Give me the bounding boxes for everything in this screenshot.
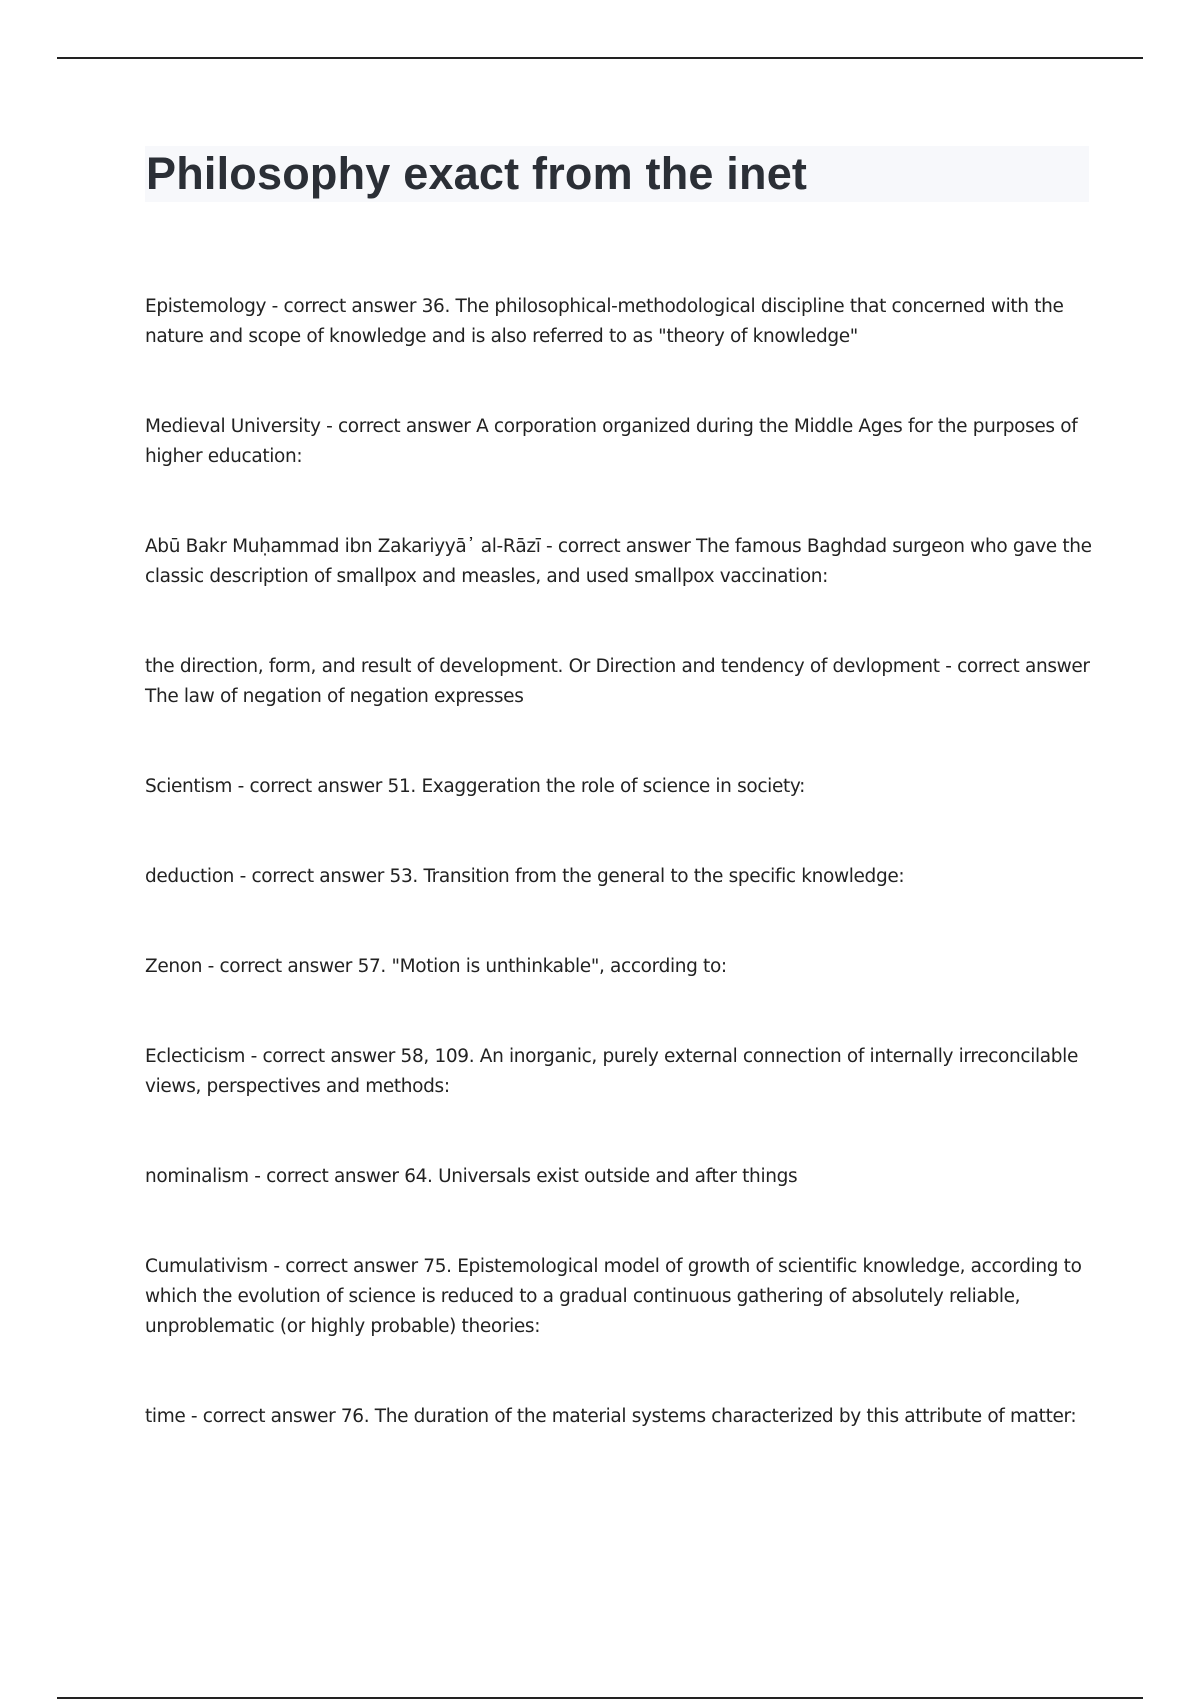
entry-medieval-university: Medieval University - correct answer A corporation organized during the Middle Ages for the purposes of higher education: (145, 416, 1078, 467)
entry-zenon: Zenon - correct answer 57. "Motion is unthinkable", according to: (145, 956, 727, 977)
entry-al-razi: Abū Bakr Muḥammad ibn Zakariyyā᾿ al-Rāzī - correct answer The famous Baghdad surgeon who gave the classic description of smallpox and measles, and used smallpox vaccination: (145, 536, 1092, 587)
entry-cumulativism: Cumulativism - correct answer 75. Epistemological model of growth of scientific knowledge, according to which the evolution of science is reduced to a gradual continuous gathering of absolutely reliable, unproblematic (or highly probable) theories: (145, 1256, 1082, 1337)
bottom-rule (57, 1697, 1143, 1699)
entry-negation-of-negation: the direction, form, and result of development. Or Direction and tendency of devlopment - correct answer The law of negation of negation expresses (145, 656, 1090, 707)
entry-list (145, 292, 1095, 1492)
document-title: Philosophy exact from the inet (146, 148, 808, 199)
entry-time: time - correct answer 76. The duration of the material systems characterized by this attribute of matter: (145, 1406, 1077, 1427)
entry-epistemology: Epistemology - correct answer 36. The philosophical-methodological discipline that concerned with the nature and scope of knowledge and is also referred to as "theory of knowledge" (145, 296, 1064, 347)
entry-scientism: Scientism - correct answer 51. Exaggeration the role of science in society: (145, 776, 806, 797)
top-rule (57, 57, 1143, 59)
entry-eclecticism: Eclecticism - correct answer 58, 109. An inorganic, purely external connection of internally irreconcilable views, perspectives and methods: (145, 1046, 1079, 1097)
entry-nominalism: nominalism - correct answer 64. Universals exist outside and after things (145, 1166, 798, 1187)
entry-deduction: deduction - correct answer 53. Transition from the general to the specific knowledge: (145, 866, 905, 887)
